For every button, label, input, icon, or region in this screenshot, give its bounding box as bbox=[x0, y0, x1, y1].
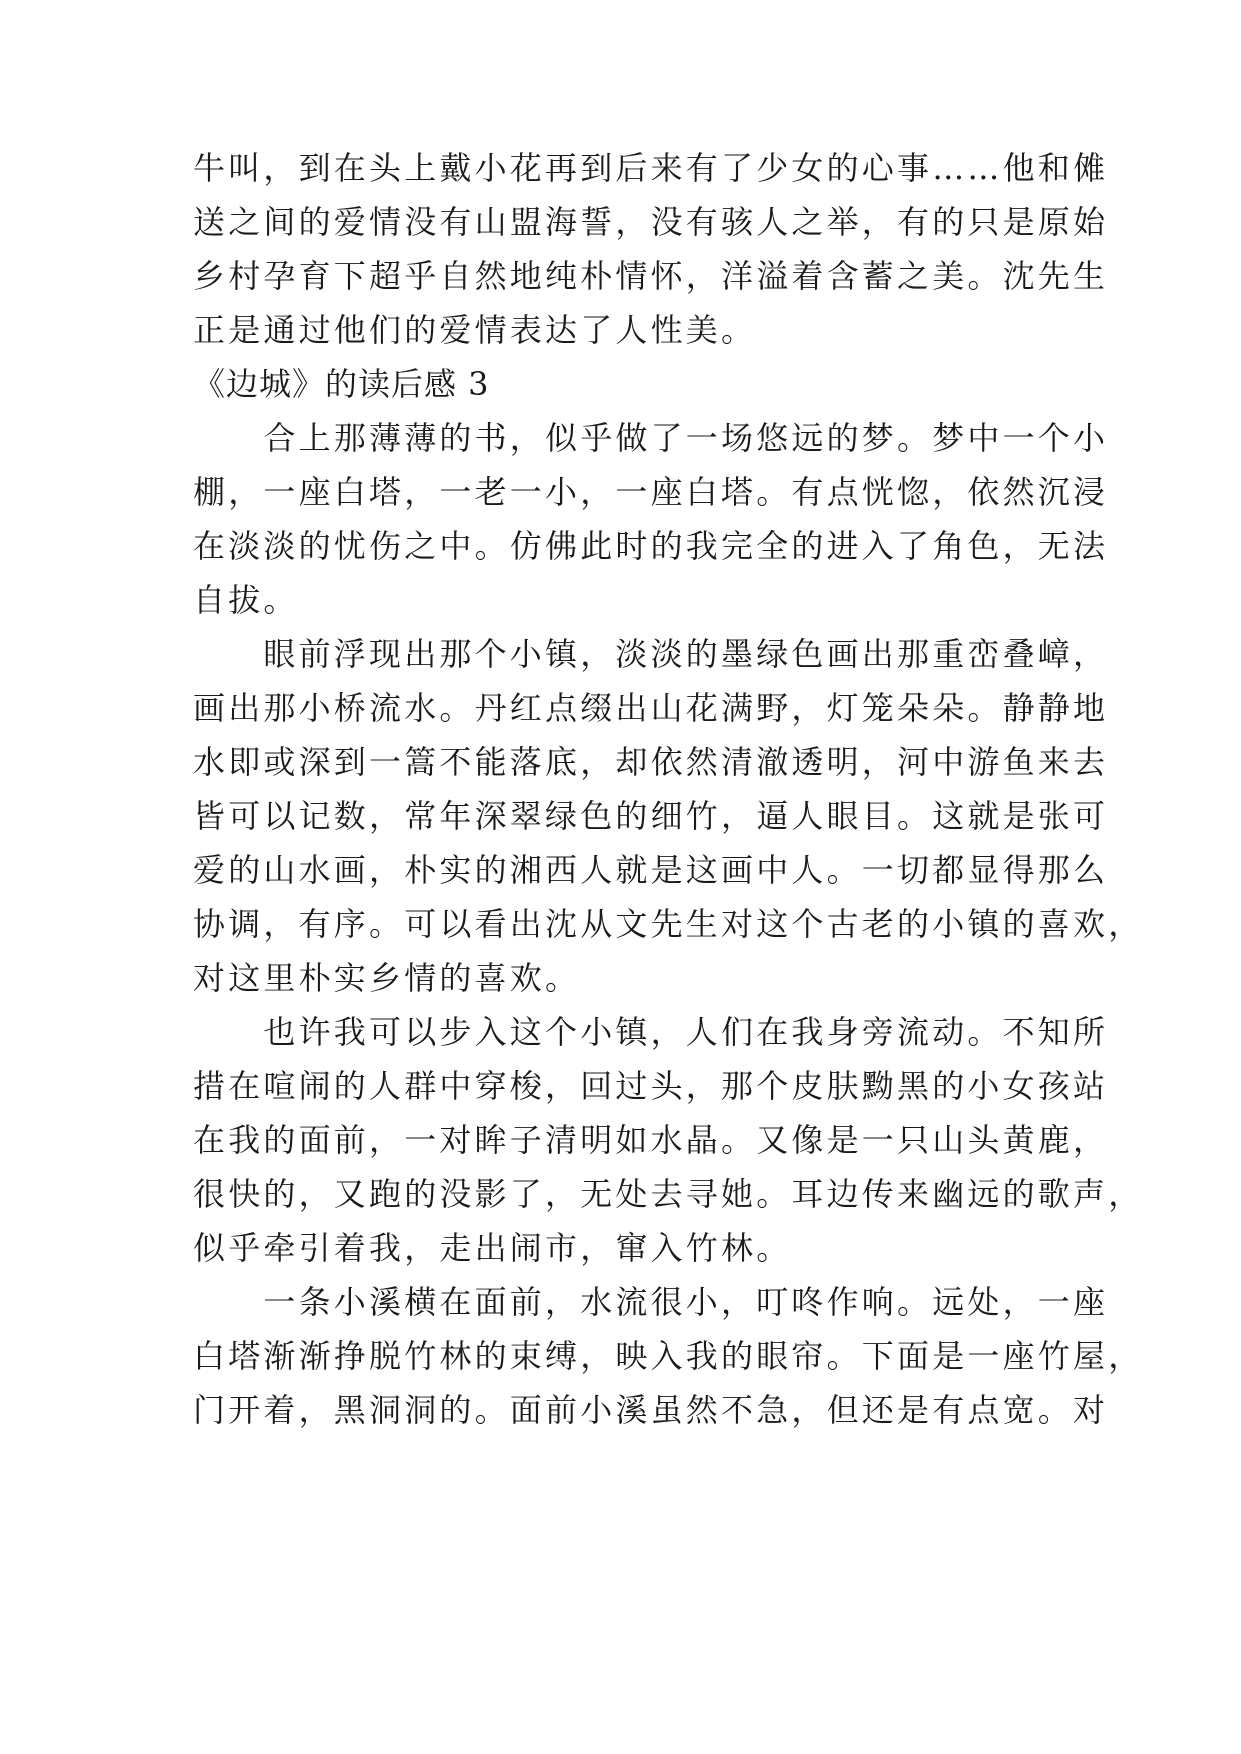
text-line: 自拔。 bbox=[193, 581, 299, 619]
text-line: 皆可以记数，常年深翠绿色的细竹，逼人眼目。这就是张可 bbox=[193, 797, 1109, 835]
text-line: 似乎牵引着我，走出闹市，窜入竹林。 bbox=[193, 1229, 792, 1267]
text-line: 很快的，又跑的没影了，无处去寻她。耳边传来幽远的歌声， bbox=[193, 1175, 1144, 1213]
text-line: 棚，一座白塔，一老一小，一座白塔。有点恍惚，依然沉浸 bbox=[193, 473, 1109, 511]
text-line: 水即或深到一篙不能落底，却依然清澈透明，河中游鱼来去 bbox=[193, 743, 1109, 781]
text-line: 乡村孕育下超乎自然地纯朴情怀，洋溢着含蓄之美。沈先生 bbox=[193, 257, 1109, 295]
text-line: 送之间的爱情没有山盟海誓，没有骇人之举，有的只是原始 bbox=[193, 203, 1109, 241]
text-line: 也许我可以步入这个小镇，人们在我身旁流动。不知所 bbox=[193, 1013, 1109, 1051]
text-line: 爱的山水画，朴实的湘西人就是这画中人。一切都显得那么 bbox=[193, 851, 1109, 889]
section-heading: 《边城》的读后感 3 bbox=[193, 365, 490, 403]
text-line: 眼前浮现出那个小镇，淡淡的墨绿色画出那重峦叠嶂， bbox=[193, 635, 1109, 673]
text-line: 对这里朴实乡情的喜欢。 bbox=[193, 959, 581, 997]
text-line: 门开着，黑洞洞的。面前小溪虽然不急，但还是有点宽。对 bbox=[193, 1391, 1109, 1429]
text-line: 画出那小桥流水。丹红点缀出山花满野，灯笼朵朵。静静地 bbox=[193, 689, 1109, 727]
text-line: 在我的面前，一对眸子清明如水晶。又像是一只山头黄鹿， bbox=[193, 1121, 1109, 1159]
text-line: 白塔渐渐挣脱竹林的束缚，映入我的眼帘。下面是一座竹屋， bbox=[193, 1337, 1144, 1375]
text-line: 协调，有序。可以看出沈从文先生对这个古老的小镇的喜欢， bbox=[193, 905, 1144, 943]
text-line: 合上那薄薄的书，似乎做了一场悠远的梦。梦中一个小 bbox=[193, 419, 1109, 457]
text-line: 在淡淡的忧伤之中。仿佛此时的我完全的进入了角色，无法 bbox=[193, 527, 1109, 565]
text-line: 正是通过他们的爱情表达了人性美。 bbox=[193, 311, 757, 349]
text-line: 牛叫，到在头上戴小花再到后来有了少女的心事……他和傩 bbox=[193, 149, 1109, 187]
text-line: 一条小溪横在面前，水流很小，叮咚作响。远处，一座 bbox=[193, 1283, 1109, 1321]
text-line: 措在喧闹的人群中穿梭，回过头，那个皮肤黝黑的小女孩站 bbox=[193, 1067, 1109, 1105]
